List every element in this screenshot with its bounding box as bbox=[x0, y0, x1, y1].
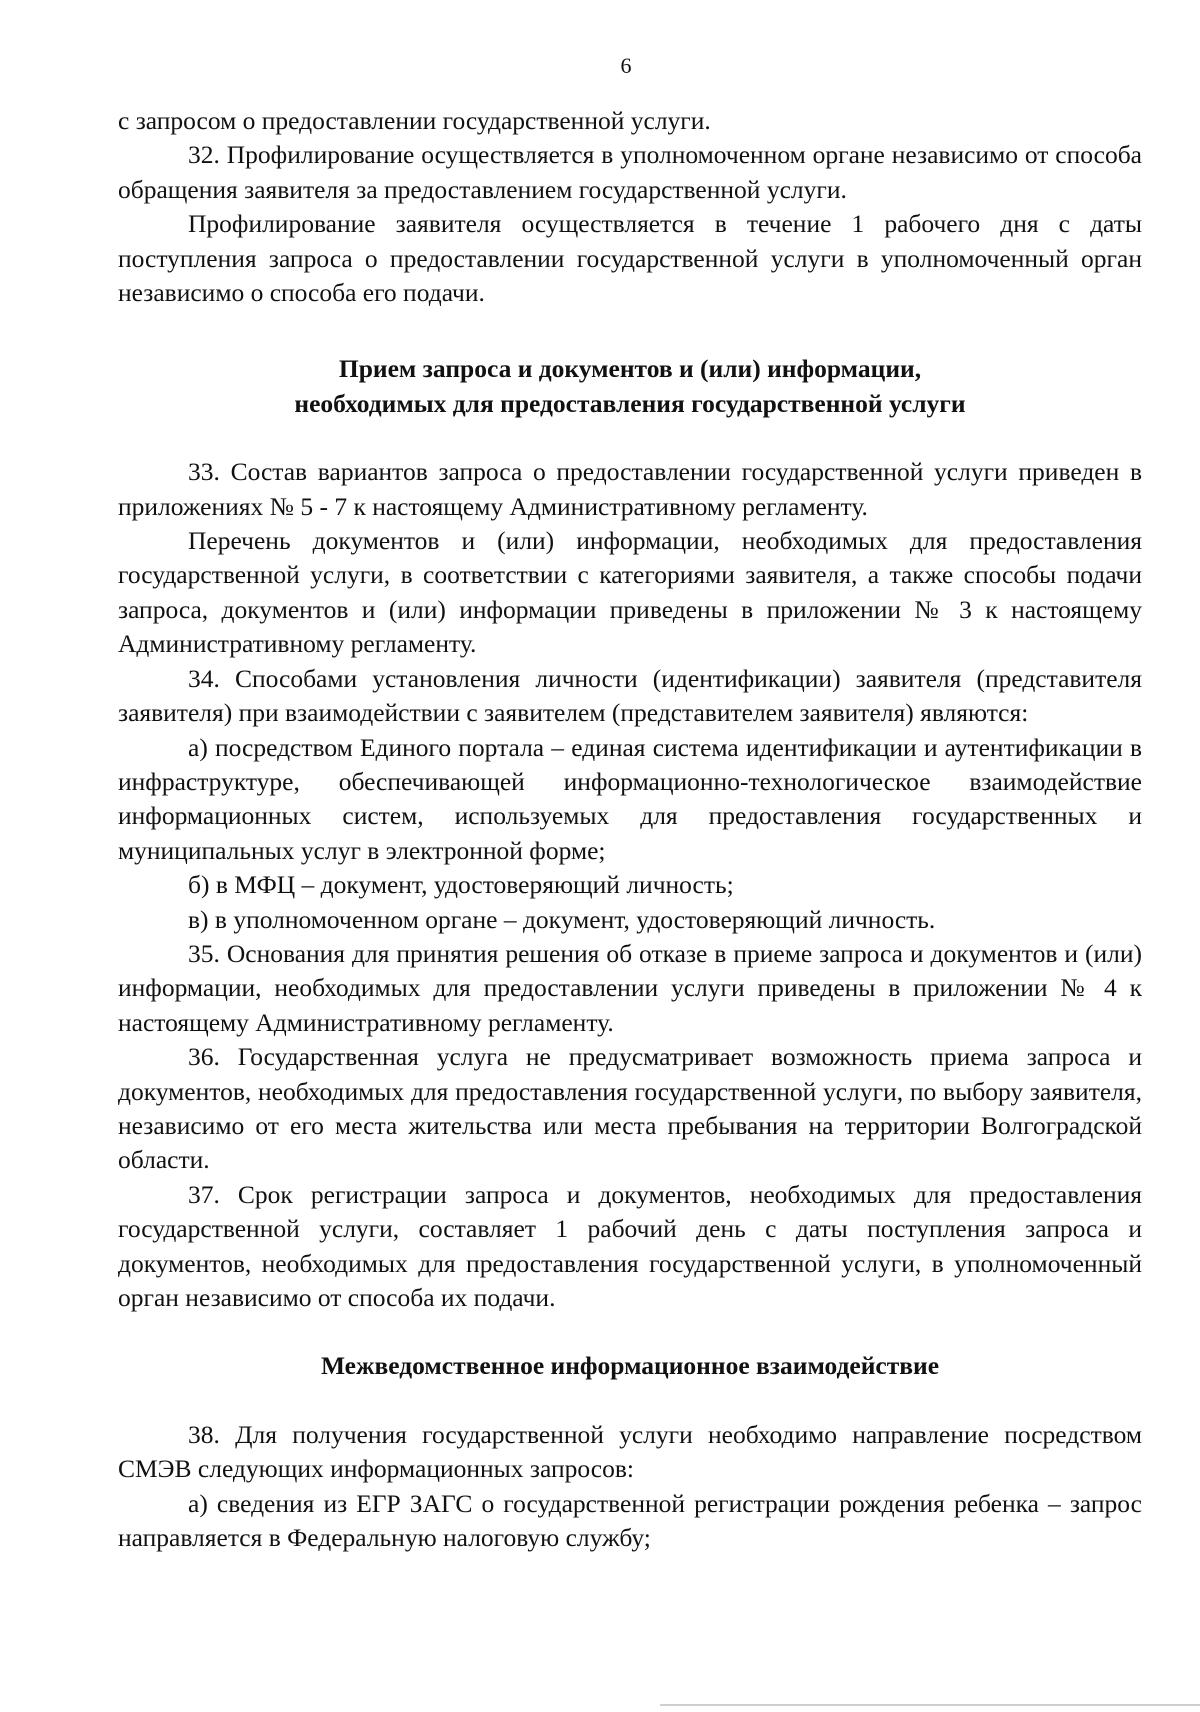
paragraph-34-b: б) в МФЦ – документ, удостоверяющий личность; bbox=[188, 870, 734, 900]
paragraph-37: 37. Срок регистрации запроса и документов, необходимых для предоставления государственной услуги, составляет 1 рабочий день с даты поступления запроса и документов, необходимых для предоставления государственной услуги, в уполномоченный орган независимо от способа их подачи. bbox=[118, 1179, 1142, 1312]
paragraph-33: 33. Состав вариантов запроса о предоставлении государственной услуги приведен в приложениях № 5 - 7 к настоящему Административному регламенту. bbox=[118, 457, 1142, 521]
paragraph-documents-list: Перечень документов и (или) информации, необходимых для предоставления государственной услуги, в соответствии с категориями заявителя, а также способы подачи запроса, документов и (или) информации приведены в приложении № 3 к настоящему Административному регламенту. bbox=[118, 526, 1142, 659]
section-heading-request-intake bbox=[118, 352, 1142, 421]
paragraph-continuation: с запросом о предоставлении государственной услуги. bbox=[118, 106, 711, 135]
paragraph-profiling-term: Профилирование заявителя осуществляется в течение 1 рабочего дня с даты поступления запроса о предоставлении государственной услуги в уполномоченный орган независимо о способа его подачи. bbox=[118, 209, 1142, 308]
document-body bbox=[118, 104, 1142, 1555]
paragraph-34-c: в) в уполномоченном органе – документ, удостоверяющий личность. bbox=[188, 904, 936, 934]
paragraph-34: 34. Способами установления личности (идентификации) заявителя (представителя заявителя) при взаимодействии с заявителем (представителем заявителя) являются: bbox=[118, 663, 1142, 728]
paragraph-38: 38. Для получения государственной услуги необходимо направление посредством СМЭВ следующих информационных запросов: bbox=[118, 1419, 1142, 1484]
paragraph-36: 36. Государственная услуга не предусматривает возможность приема запроса и документов, необходимых для предоставления государственной услуги, по выбору заявителя, независимо от его места жительства или места пребывания на территории Волгоградской области. bbox=[118, 1042, 1142, 1175]
page-number: 6 bbox=[620, 53, 632, 78]
section-heading-line-1: Прием запроса и документов и (или) информации, bbox=[338, 354, 922, 384]
section-heading-interagency: Межведомственное информационное взаимодействие bbox=[320, 1351, 940, 1381]
paragraph-32: 32. Профилирование осуществляется в уполномоченном органе независимо от способа обращения заявителя за предоставлением государственной услуги. bbox=[118, 140, 1142, 204]
scan-edge-divider bbox=[660, 1704, 1200, 1706]
paragraph-38-a: а) сведения из ЕГР ЗАГС о государственной регистрации рождения ребенка – запрос направляется в Федеральную налоговую службу; bbox=[118, 1488, 1142, 1553]
paragraph-35: 35. Основания для принятия решения об отказе в приеме запроса и документов и (или) информации, необходимых для предоставлении услуги приведены в приложении № 4 к настоящему Административному регламенту. bbox=[118, 938, 1142, 1037]
paragraph-34-a: а) посредством Единого портала – единая система идентификации и аутентификации в инфраструктуре, обеспечивающей информационно-технологическое взаимодействие информационных систем, используемых для предоставления государственных и муниципальных услуг в электронной форме; bbox=[118, 732, 1142, 865]
section-heading-line-2: необходимых для предоставления государственной услуги bbox=[294, 388, 966, 418]
